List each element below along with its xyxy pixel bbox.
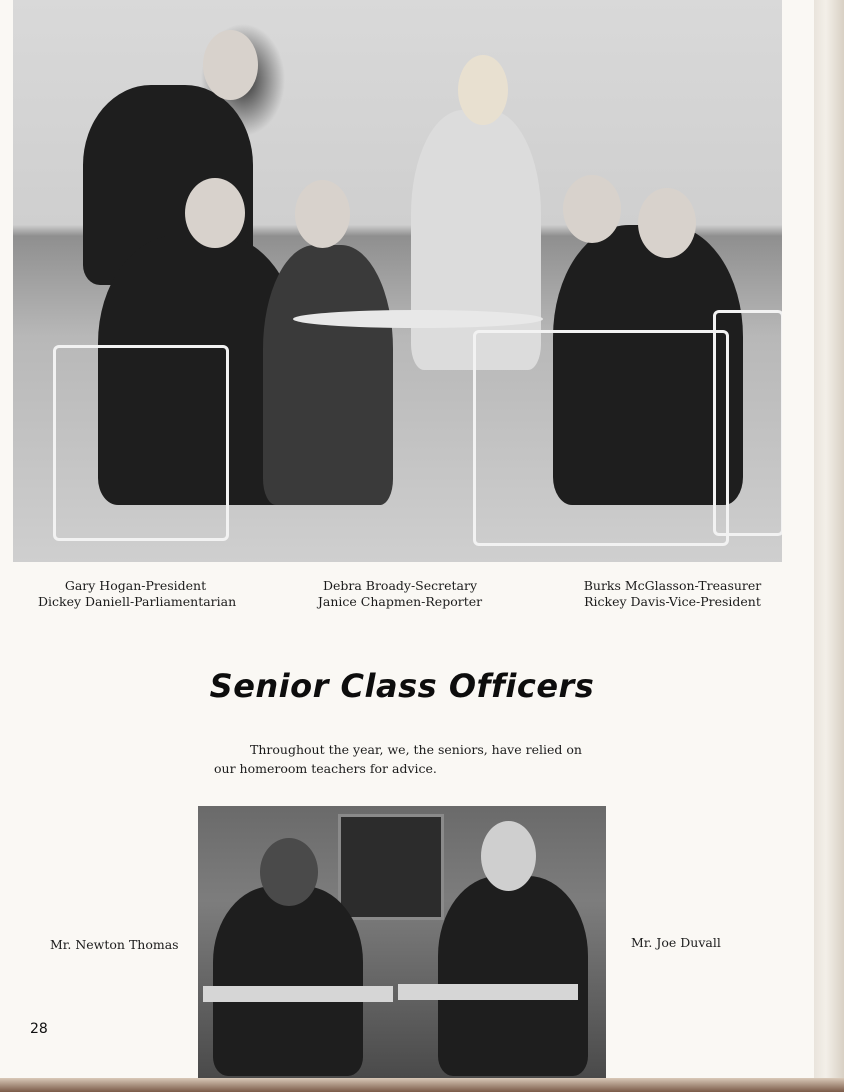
page-number: 28 [30, 1021, 48, 1037]
officers-photo [13, 0, 782, 562]
caption-line: Rickey Davis-Vice-President [584, 594, 761, 609]
teacher-label-right: Mr. Joe Duvall [631, 935, 721, 950]
caption-right [580, 578, 765, 610]
page-title: Senior Class Officers [209, 667, 595, 705]
caption-line: Janice Chapmen-Reporter [317, 594, 483, 609]
caption-line: Gary Hogan-President [64, 578, 207, 593]
teachers-photo [198, 806, 606, 1078]
body-text: Throughout the year, we, the seniors, have relied on our homeroom teachers for advice. [214, 742, 582, 776]
figure-head [563, 175, 621, 243]
page-bottom-edge [0, 1078, 844, 1092]
patio-table [293, 310, 543, 328]
patio-chair [53, 345, 229, 541]
desk [203, 986, 393, 1002]
figure-head [185, 178, 245, 248]
teacher-figure-right [438, 876, 588, 1076]
caption-line: Debra Broady-Secretary [322, 578, 478, 593]
teacher-figure-left [213, 886, 363, 1076]
figure-seated-center [263, 245, 393, 505]
bookshelf [338, 814, 444, 920]
patio-chair [713, 310, 782, 536]
caption-line: Burks McGlasson-Treasurer [583, 578, 762, 593]
caption-left [38, 578, 237, 610]
page-edge [814, 0, 844, 1092]
teacher-label-left: Mr. Newton Thomas [50, 937, 179, 952]
figure-head [295, 180, 350, 248]
figure-head [260, 838, 318, 906]
figure-head [458, 55, 508, 125]
figure-head [638, 188, 696, 258]
patio-chair [473, 330, 729, 546]
figure-head [203, 30, 258, 100]
caption-line: Dickey Daniell-Parliamentarian [38, 594, 237, 609]
figure-head [481, 821, 536, 891]
caption-center [310, 578, 490, 610]
desk [398, 984, 578, 1000]
